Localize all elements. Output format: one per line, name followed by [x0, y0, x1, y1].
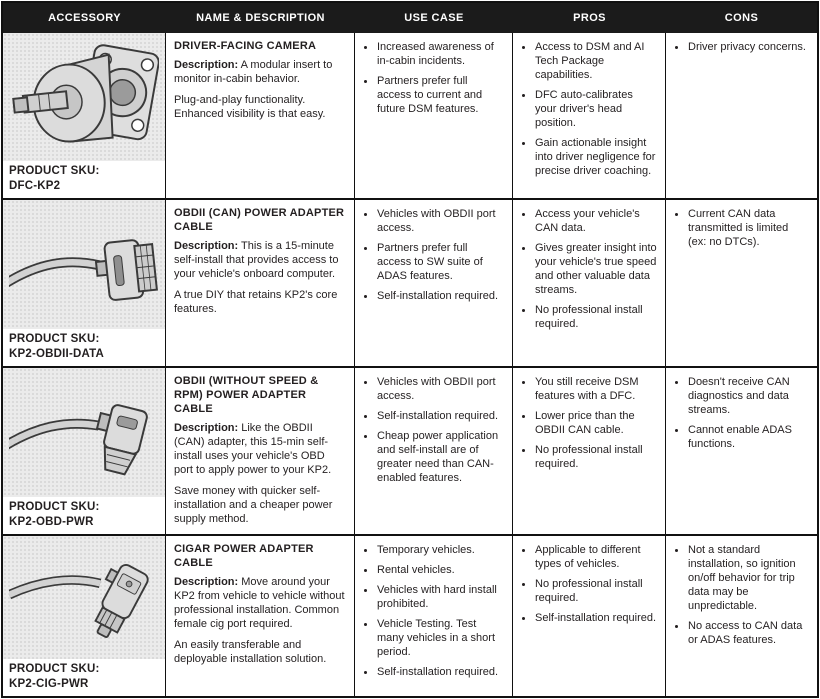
description-label: Description: — [174, 58, 239, 71]
bullet-item: • Access to DSM and AI Tech Package capabilities. — [534, 41, 657, 83]
use-case-cell — [355, 200, 513, 366]
bullet-item: • Current CAN data transmitted is limited (ex: no DTCs). — [687, 208, 809, 250]
cons-list — [674, 208, 809, 250]
product-image — [3, 368, 165, 497]
cons-cell — [666, 33, 817, 198]
table-row — [3, 198, 817, 366]
cons-list — [674, 544, 809, 648]
product-title: OBDII (WITHOUT SPEED & RPM) POWER ADAPTER CABLE — [174, 375, 319, 415]
cons-list — [674, 376, 809, 452]
description-text: Like the OBDII (CAN) adapter, this 15-min self-install uses your vehicle's OBD port to apply power to your KP2. — [174, 421, 332, 476]
description-paragraph — [174, 240, 346, 282]
bullet-item: • Self-installation required. — [376, 666, 504, 680]
bullet-item: • Vehicles with hard install prohibited. — [376, 584, 504, 612]
bullet-item: • Driver privacy concerns. — [687, 41, 809, 55]
description-block — [174, 59, 346, 122]
extra-paragraph: An easily transferable and deployable installation solution. — [174, 638, 327, 665]
sku-label: PRODUCT SKU: — [9, 165, 100, 178]
pros-list — [521, 544, 657, 626]
use-case-list — [363, 41, 504, 117]
pros-cell — [513, 200, 666, 366]
column-header-accessory: ACCESSORY — [48, 12, 121, 24]
pros-cell — [513, 33, 666, 198]
sku-block — [3, 329, 165, 366]
column-header-use-case: USE CASE — [404, 12, 464, 24]
bullet-item: • Cheap power application and self-install are of greater need than CAN-enabled features. — [376, 430, 504, 486]
accessory-cell — [3, 200, 166, 366]
bullet-item: • Rental vehicles. — [376, 564, 504, 578]
sku-code: KP2-CIG-PWR — [9, 677, 89, 690]
name-description-cell — [166, 368, 355, 534]
bullet-item: • Access your vehicle's CAN data. — [534, 208, 657, 236]
sku-block — [3, 659, 165, 696]
product-image — [3, 536, 165, 659]
pros-list — [521, 41, 657, 179]
pros-cell — [513, 536, 666, 696]
description-block — [174, 240, 346, 317]
bullet-item: • Lower price than the OBDII CAN cable. — [534, 410, 657, 438]
bullet-item: • No professional install required. — [534, 444, 657, 472]
cons-cell — [666, 536, 817, 696]
cigar-power-cable-illustration — [9, 536, 159, 659]
extra-paragraph: Save money with quicker self-installation and a cheaper power supply method. — [174, 484, 333, 525]
obdii-can-cable-illustration — [9, 200, 159, 329]
bullet-item: • Not a standard installation, so ignition on/off behavior for trip data may be unpredictable. — [687, 544, 809, 614]
sku-code: KP2-OBDII-DATA — [9, 347, 105, 360]
cons-cell — [666, 368, 817, 534]
accessory-cell — [3, 536, 166, 696]
sku-block — [3, 161, 165, 198]
column-header-pros: PROS — [573, 12, 606, 24]
use-case-cell — [355, 536, 513, 696]
bullet-item: • No professional install required. — [534, 578, 657, 606]
sku-label: PRODUCT SKU: — [9, 333, 100, 346]
description-paragraph — [174, 59, 346, 87]
bullet-item: • Increased awareness of in-cabin incidents. — [376, 41, 504, 69]
obdii-power-cable-illustration — [9, 368, 159, 497]
extra-paragraph: Plug-and-play functionality. Enhanced visibility is that easy. — [174, 93, 326, 120]
use-case-cell — [355, 33, 513, 198]
column-header-cons: CONS — [724, 12, 759, 24]
table-row — [3, 534, 817, 696]
use-case-cell — [355, 368, 513, 534]
bullet-item: • Self-installation required. — [376, 290, 504, 304]
cons-list — [674, 41, 809, 55]
sku-code: DFC-KP2 — [9, 179, 61, 192]
table-row — [3, 366, 817, 534]
description-block — [174, 576, 346, 667]
product-image — [3, 200, 165, 329]
bullet-item: • Partners prefer full access to current and future DSM features. — [376, 75, 504, 117]
sku-code: KP2-OBD-PWR — [9, 515, 94, 528]
column-header-name-description: NAME & DESCRIPTION — [196, 12, 325, 24]
sku-label: PRODUCT SKU: — [9, 663, 100, 676]
use-case-list — [363, 376, 504, 486]
description-label: Description: — [174, 575, 239, 588]
sku-label: PRODUCT SKU: — [9, 501, 100, 514]
accessory-comparison-table — [1, 1, 819, 698]
bullet-item: • Vehicles with OBDII port access. — [376, 376, 504, 404]
accessory-cell — [3, 33, 166, 198]
description-text: This is a 15-minute self-install that provides access to your vehicle's onboard computer. — [174, 239, 339, 280]
product-title: DRIVER-FACING CAMERA — [174, 40, 317, 52]
bullet-item: • Applicable to different types of vehicles. — [534, 544, 657, 572]
bullet-item: • Vehicle Testing. Test many vehicles in a short period. — [376, 618, 504, 660]
driver-facing-camera-illustration — [9, 33, 159, 161]
pros-list — [521, 376, 657, 472]
bullet-item: • Gives greater insight into your vehicle's true speed and other valuable data streams. — [534, 242, 657, 298]
bullet-item: • Temporary vehicles. — [376, 544, 504, 558]
description-paragraph — [174, 422, 346, 478]
product-title: CIGAR POWER ADAPTER CABLE — [174, 543, 314, 569]
description-label: Description: — [174, 421, 239, 434]
bullet-item: • Cannot enable ADAS functions. — [687, 424, 809, 452]
name-description-cell — [166, 200, 355, 366]
table-row — [3, 33, 817, 198]
name-description-cell — [166, 536, 355, 696]
description-label: Description: — [174, 239, 239, 252]
bullet-item: • No professional install required. — [534, 304, 657, 332]
use-case-list — [363, 208, 504, 304]
bullet-item: • Self-installation required. — [376, 410, 504, 424]
description-text: A modular insert to monitor in-cabin behavior. — [174, 58, 333, 85]
description-paragraph — [174, 576, 346, 632]
bullet-item: • Doesn't receive CAN diagnostics and data streams. — [687, 376, 809, 418]
extra-paragraph: A true DIY that retains KP2's core features. — [174, 288, 338, 315]
product-title: OBDII (CAN) POWER ADAPTER CABLE — [174, 207, 345, 233]
product-image — [3, 33, 165, 161]
bullet-item: • Partners prefer full access to SW suite of ADAS features. — [376, 242, 504, 284]
description-block — [174, 422, 346, 527]
cons-cell — [666, 200, 817, 366]
bullet-item: • Gain actionable insight into driver negligence for precise driver coaching. — [534, 137, 657, 179]
bullet-item: • Vehicles with OBDII port access. — [376, 208, 504, 236]
bullet-item: • You still receive DSM features with a DFC. — [534, 376, 657, 404]
pros-cell — [513, 368, 666, 534]
bullet-item: • Self-installation required. — [534, 612, 657, 626]
pros-list — [521, 208, 657, 332]
sku-block — [3, 497, 165, 534]
bullet-item: • DFC auto-calibrates your driver's head position. — [534, 89, 657, 131]
name-description-cell — [166, 33, 355, 198]
bullet-item: • No access to CAN data or ADAS features. — [687, 620, 809, 648]
accessory-cell — [3, 368, 166, 534]
description-text: Move around your KP2 from vehicle to vehicle without professional installation. Common female cig port required. — [174, 575, 345, 630]
use-case-list — [363, 544, 504, 680]
table-header-row — [3, 3, 817, 33]
